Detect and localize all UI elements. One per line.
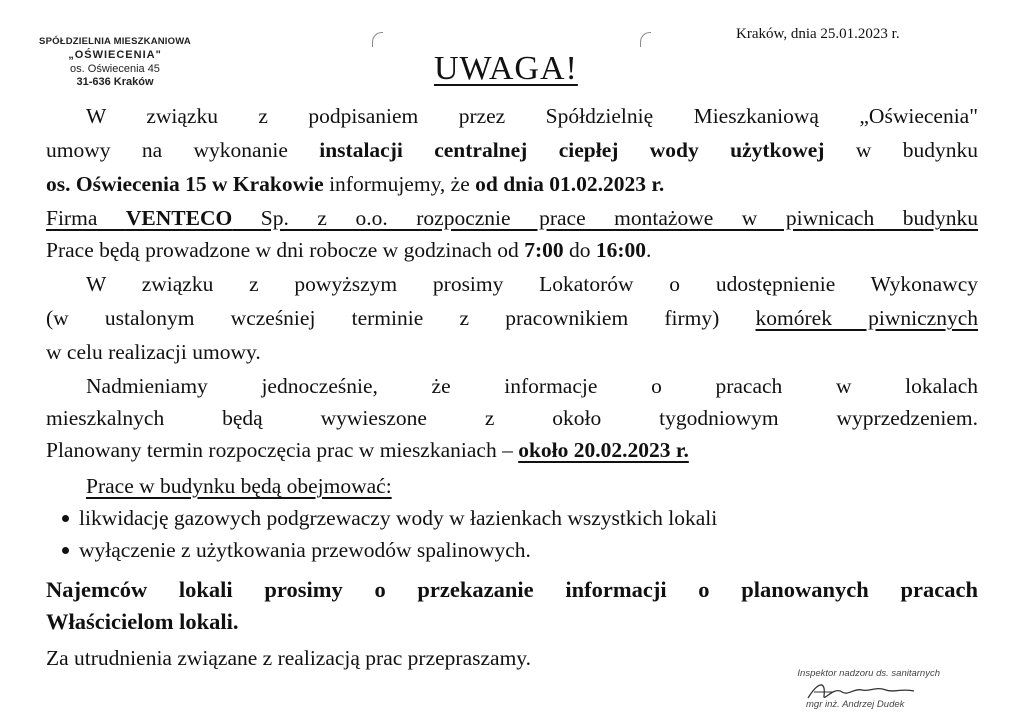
stamp-line-1: SPÓŁDZIELNIA MIESZKANIOWA <box>39 36 191 47</box>
paragraph-3-line-3: Planowany termin rozpoczęcia prac w mieszkaniach – około 20.02.2023 r. <box>46 438 689 462</box>
list-item: likwidację gazowych podgrzewaczy wody w łazienkach wszystkich lokali <box>62 506 717 531</box>
company-stamp <box>20 36 210 88</box>
apology-text: Za utrudnienia związane z realizacją prac przepraszamy. <box>46 646 532 670</box>
paragraph-1-line-2: umowy na wykonanie instalacji centralnej ciepłej wody użytkowej w budynku <box>46 138 978 162</box>
paragraph-3-line-2: mieszkalnych będą wywieszone z około tygodniowym wyprzedzeniem. <box>46 406 978 430</box>
paragraph-1-line-1: W związku z podpisaniem przez Spółdzielnię Mieszkaniową „Oświecenia" <box>86 104 978 128</box>
bullet-icon <box>62 515 69 522</box>
paragraph-1-line-3: os. Oświecenia 15 w Krakowie informujemy, że od dnia 01.02.2023 r. <box>46 172 665 196</box>
paragraph-1-line-4: Firma VENTECO Sp. z o.o. rozpocznie prace montażowe w piwnicach budynku <box>46 206 979 230</box>
closing-request-line-1: Najemców lokali prosimy o przekazanie informacji o planowanych pracach <box>46 577 978 602</box>
list-item: wyłączenie z użytkowania przewodów spalinowych. <box>62 538 531 563</box>
signature-role: Inspektor nadzoru ds. sanitarnych <box>797 668 940 679</box>
page-title: UWAGA! <box>434 50 578 87</box>
paragraph-1-line-5: Prace będą prowadzone w dni robocze w godzinach od 7:00 do 16:00. <box>46 238 652 262</box>
bullet-icon <box>62 547 69 554</box>
stamp-line-3: os. Oświecenia 45 <box>70 63 160 75</box>
hole-punch-mark <box>372 32 383 47</box>
closing-request-line-2: Właścicielom lokali. <box>46 609 239 634</box>
stamp-line-2: „OŚWIECENIA" <box>68 49 162 61</box>
paragraph-3-line-1: Nadmieniamy jednocześnie, że informacje o pracach w lokalach <box>86 374 978 398</box>
paragraph-2-line-2: (w ustalonym wcześniej terminie z pracownikiem firmy) komórek piwnicznych <box>46 306 978 330</box>
stamp-line-4: 31-636 Kraków <box>76 76 154 88</box>
paragraph-2-line-1: W związku z powyższym prosimy Lokatorów o udostępnienie Wykonawcy <box>86 272 978 296</box>
document-date: Kraków, dnia 25.01.2023 r. <box>736 26 900 42</box>
signature-name: mgr inż. Andrzej Dudek <box>806 699 905 710</box>
paragraph-2-line-3: w celu realizacji umowy. <box>46 340 261 364</box>
works-heading: Prace w budynku będą obejmować: <box>86 474 392 498</box>
hole-punch-mark <box>640 32 651 47</box>
